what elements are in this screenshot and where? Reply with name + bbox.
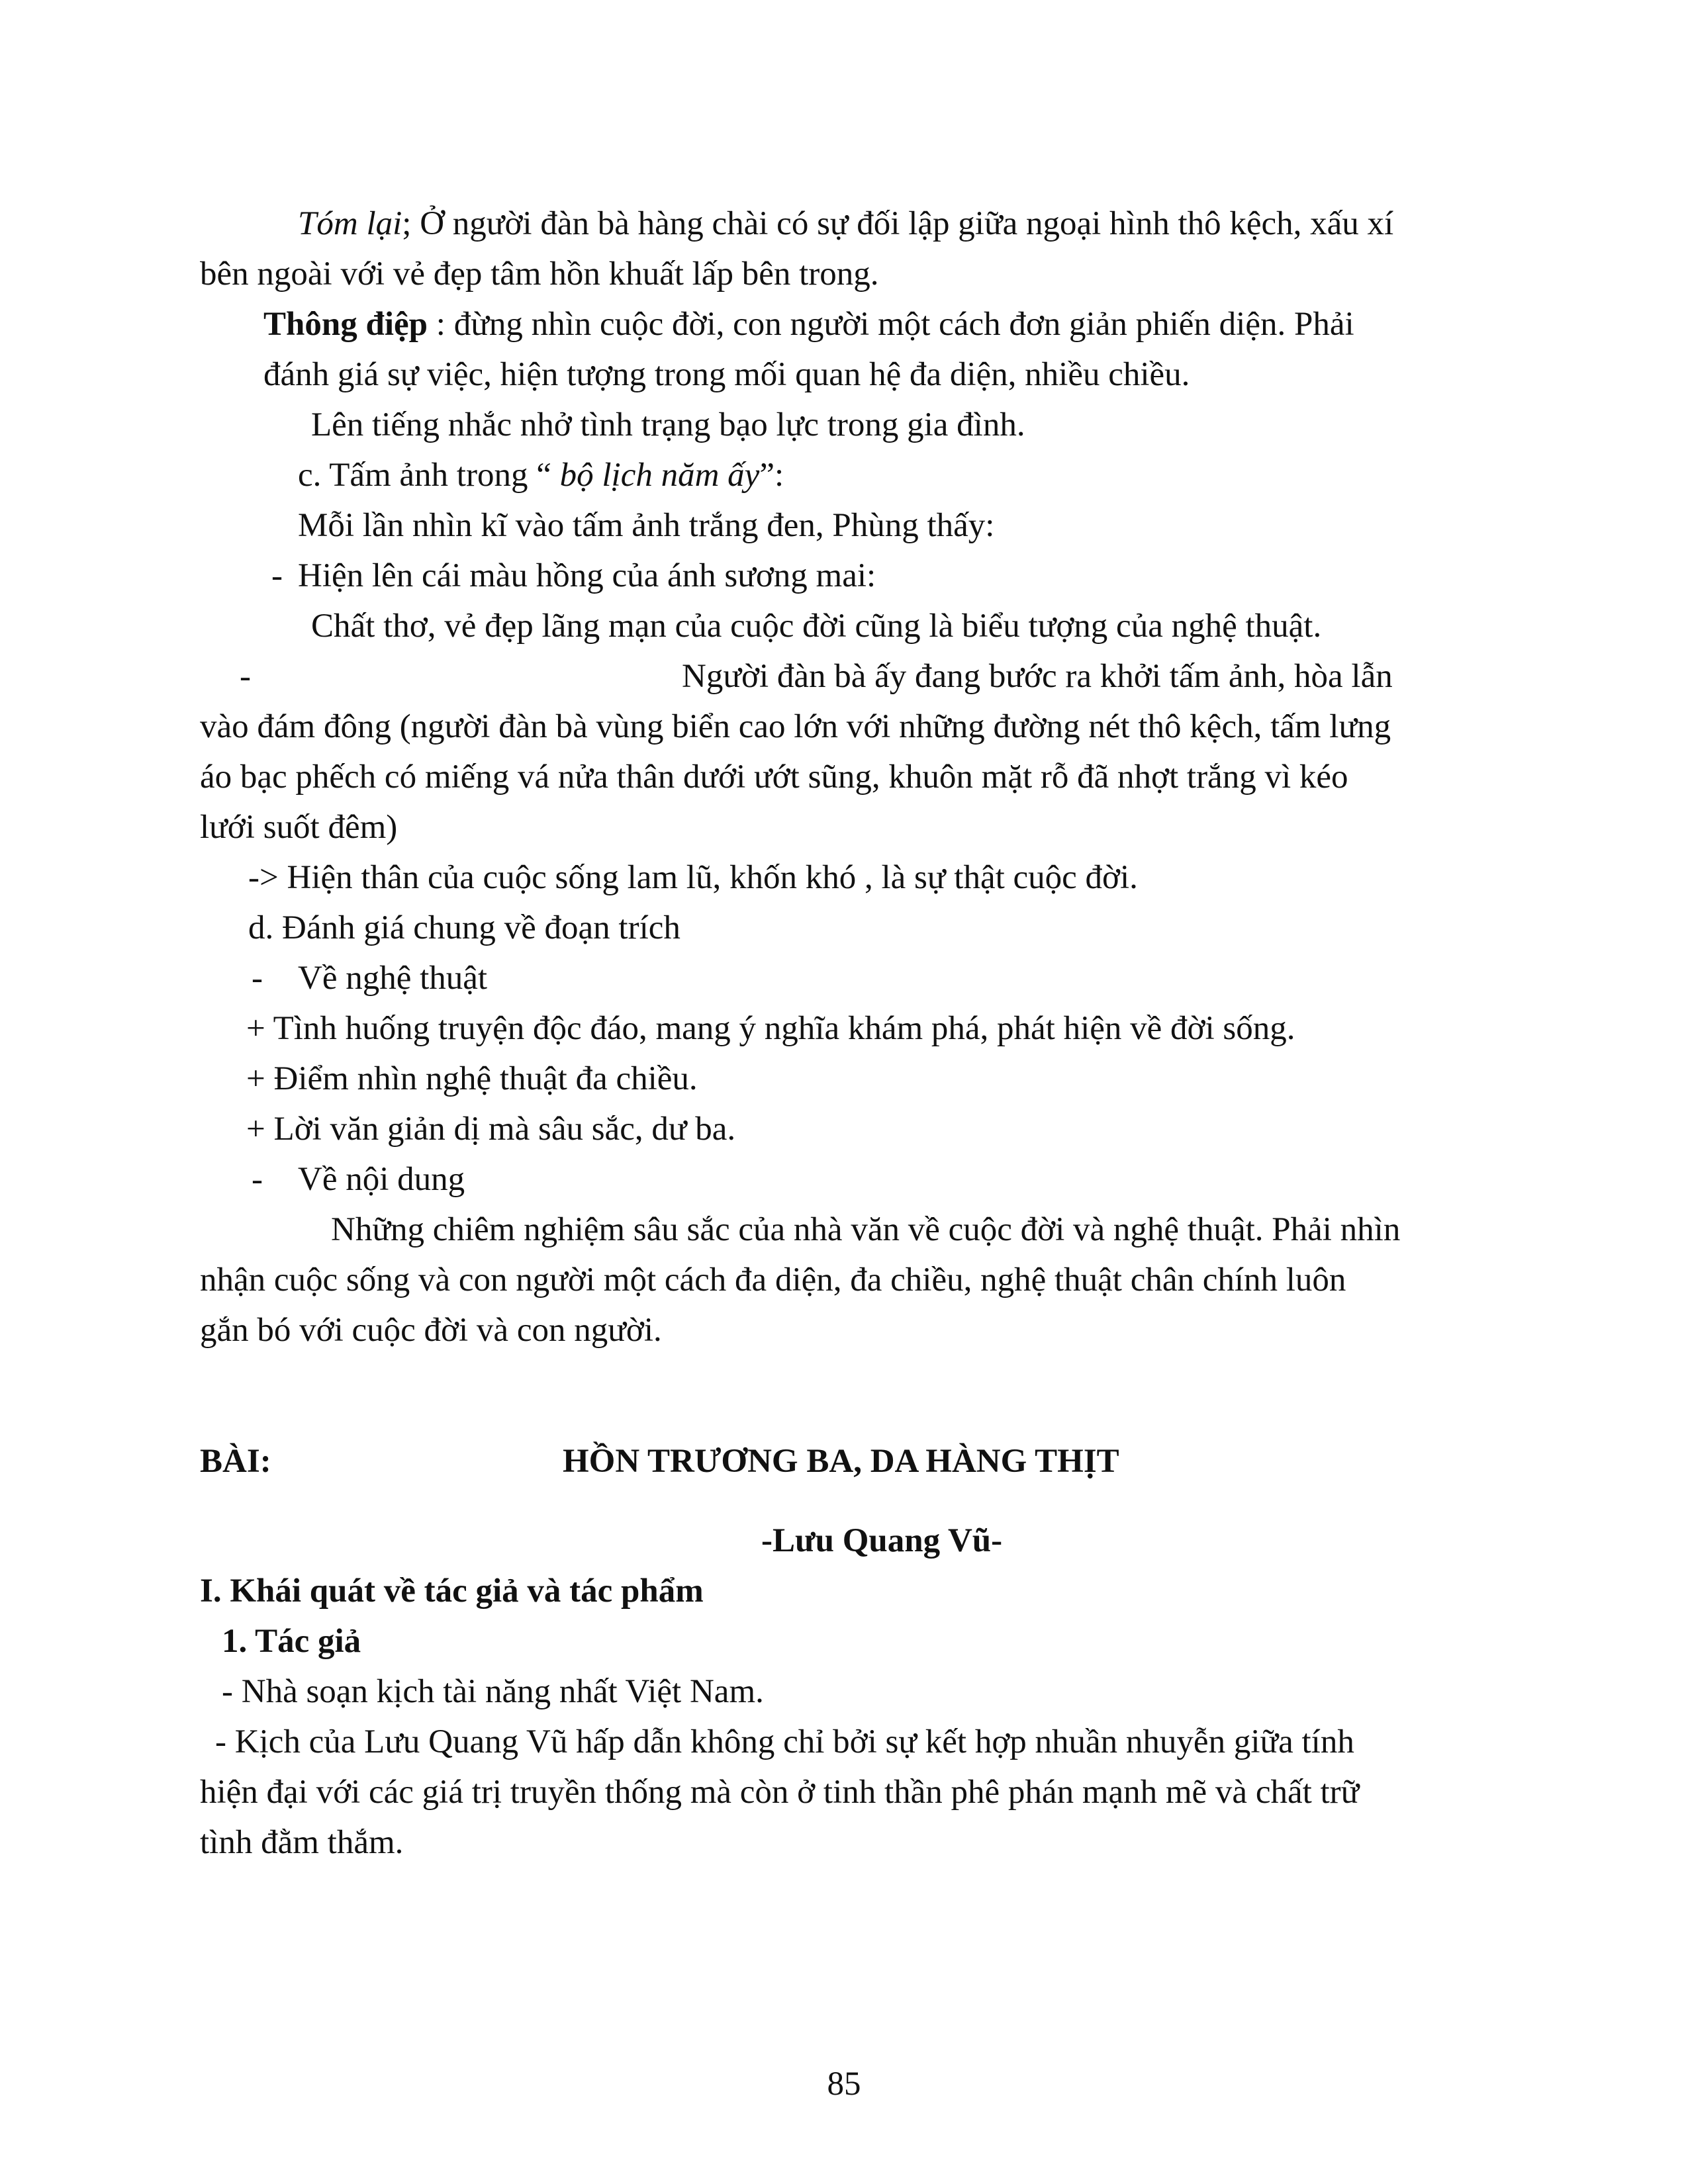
author-line: -Lưu Quang Vũ- [761,1522,1003,1559]
plus-item: + Lời văn giản dị mà sâu sắc, dư ba. [246,1111,736,1148]
lesson-title: HỒN TRƯƠNG BA, DA HÀNG THỊT [563,1443,1119,1480]
paragraph-line: nhận cuộc sống và con người một cách đa diện, đa chiều, nghệ thuật chân chính luôn [200,1261,1346,1298]
paragraph-line: Mỗi lần nhìn kĩ vào tấm ảnh trắng đen, Phùng thấy: [298,507,995,544]
paragraph-line: -> Hiện thân của cuộc sống lam lũ, khốn khó , là sự thật cuộc đời. [248,859,1138,896]
bullet-dash: - [240,658,251,695]
paragraph-line: vào đám đông (người đàn bà vùng biển cao lớn với những đường nét thô kệch, tấm lưng [200,708,1391,745]
lesson-label: BÀI: [200,1443,271,1480]
author-point: - Nhà soạn kịch tài năng nhất Việt Nam. [222,1673,764,1710]
subsection-c-tail: ”: [759,457,784,494]
bullet-line: Hiện lên cái màu hồng của ánh sương mai: [298,557,876,594]
paragraph-line: Lên tiếng nhắc nhở tình trạng bạo lực trong gia đình. [311,406,1025,443]
paragraph-line: Những chiêm nghiệm sâu sắc của nhà văn về cuộc đời và nghệ thuật. Phải nhìn [331,1211,1401,1248]
message-text: : đừng nhìn cuộc đời, con người một cách đơn giản phiến diện. Phải [428,306,1354,343]
plus-item: + Tình huống truyện độc đáo, mang ý nghĩa khám phá, phát hiện về đời sống. [246,1010,1295,1047]
page-number: 85 [827,2066,861,2103]
subsection-c [298,450,784,500]
paragraph-line: lưới suốt đêm) [200,809,398,846]
bullet-dash: - [252,960,263,997]
bullet-dash: - [271,557,283,594]
bullet-dash: - [252,1161,263,1198]
summary-text: ; Ở người đàn bà hàng chài có sự đối lập giữa ngoại hình thô kệch, xấu xí [402,205,1394,242]
subsection-c-italic: bộ lịch năm ấy [559,457,760,494]
subsection-d: d. Đánh giá chung về đoạn trích [248,909,680,946]
plus-item: + Điểm nhìn nghệ thuật đa chiều. [246,1060,698,1097]
author-point: - Kịch của Lưu Quang Vũ hấp dẫn không chỉ bởi sự kết hợp nhuần nhuyễn giữa tính [215,1723,1354,1760]
subsection-c-lead: c. Tấm ảnh trong “ [298,457,560,494]
author-point: tình đằm thắm. [200,1824,404,1861]
paragraph-line: bên ngoài với vẻ đẹp tâm hồn khuất lấp bên trong. [200,255,879,293]
author-point: hiện đại với các giá trị truyền thống mà còn ở tinh thần phê phán mạnh mẽ và chất trữ [200,1774,1360,1811]
summary-line [298,199,1393,249]
section-heading: I. Khái quát về tác giả và tác phẩm [200,1572,704,1610]
paragraph-line: áo bạc phếch có miếng vá nửa thân dưới ướt sũng, khuôn mặt rỗ đã nhợt trắng vì kéo [200,758,1348,796]
paragraph-line: gắn bó với cuộc đời và con người. [200,1312,662,1349]
bullet-line: Về nghệ thuật [298,960,488,997]
summary-lead: Tóm lại [298,205,402,242]
subsection-heading: 1. Tác giả [222,1623,361,1660]
paragraph-line: đánh giá sự việc, hiện tượng trong mối quan hệ đa diện, nhiều chiều. [263,356,1190,393]
paragraph-line: Chất thơ, vẻ đẹp lãng mạn của cuộc đời cũng là biểu tượng của nghệ thuật. [311,608,1322,645]
message-label: Thông điệp [263,306,428,343]
bullet-line: Về nội dung [298,1161,465,1198]
message-line [263,299,1354,349]
bullet-line: Người đàn bà ấy đang bước ra khởi tấm ảnh, hòa lẫn [682,658,1393,695]
